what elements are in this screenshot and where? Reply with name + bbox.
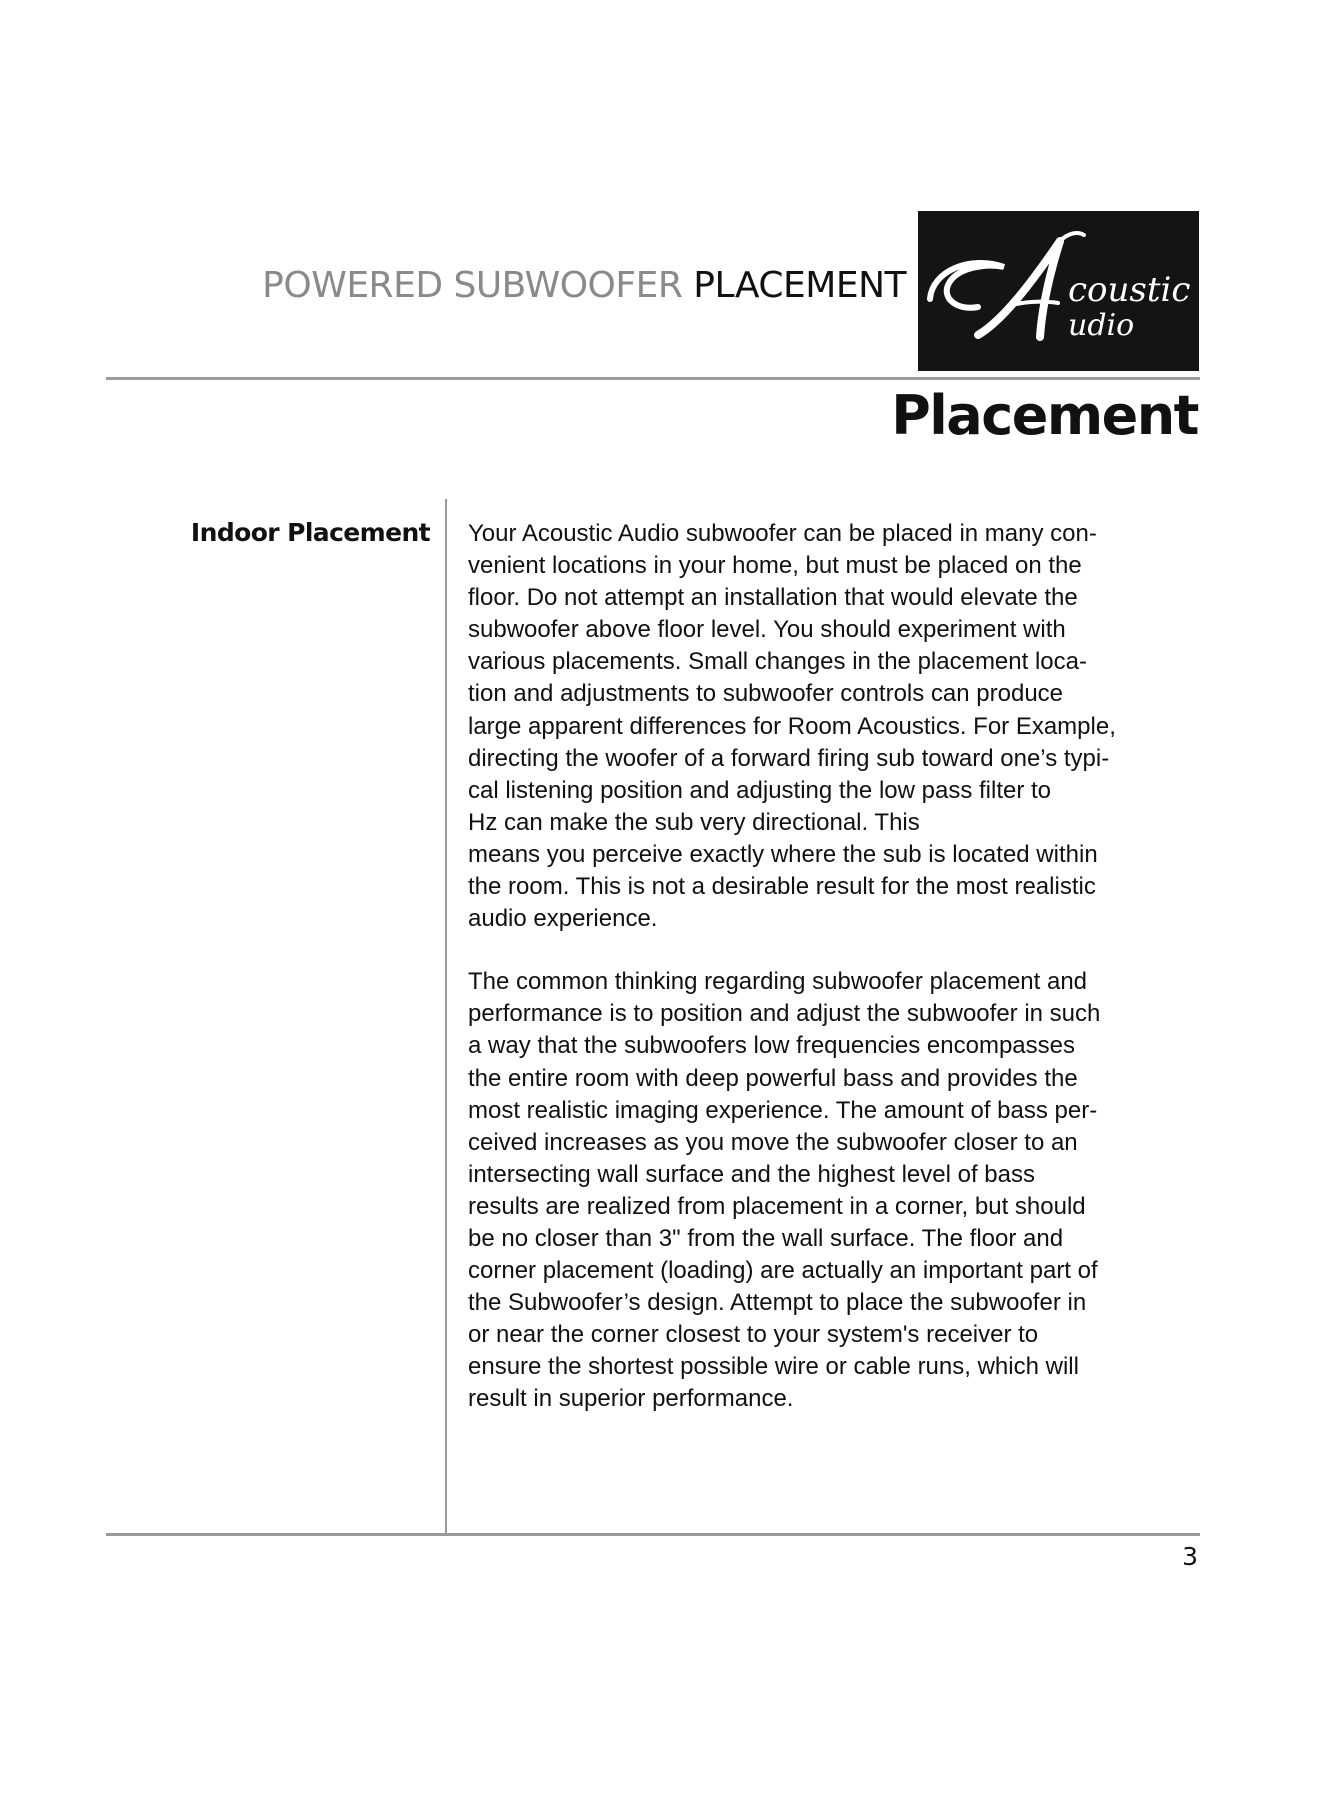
- body-text: [468, 518, 1208, 1416]
- header-title-light: POWERED SUBWOOFER: [262, 265, 683, 306]
- header-divider: [106, 377, 1200, 380]
- paragraph: The common thinking regarding subwoofer placement and performance is to position and adjust the subwoofer in such a way that the subwoofers low frequencies encompasses the entire room with deep powerful bass and provides the most realistic imaging experience. The amount of bass per- ceived increases as you move the subwoofer closer to an intersecting wall surface and the highest level of bass results are realized from placement in a corner, but should be no closer than 3" from the wall surface. The floor and corner placement (loading) are actually an important part of the Subwoofer’s design. Attempt to place the subwoofer in or near the corner closest to your system's receiver to ensure the shortest possible wire or cable runs, which will result in superior performance.: [468, 968, 1101, 1413]
- header-title-bold: PLACEMENT: [693, 265, 906, 306]
- logo-text-line1: coustic: [1068, 270, 1191, 310]
- side-label: Indoor Placement: [190, 518, 430, 547]
- column-divider: [445, 499, 447, 1535]
- logo-mark: [918, 211, 1199, 371]
- logo-text-line2: udio: [1068, 308, 1135, 343]
- footer-divider: [106, 1533, 1200, 1536]
- header-title: [262, 265, 906, 306]
- page-number: 3: [1182, 1542, 1198, 1571]
- acoustic-audio-logo: [918, 211, 1199, 371]
- paragraph: Your Acoustic Audio subwoofer can be placed in many con- venient locations in your home, but must be placed on the floor. Do not attempt an installation that would elevate the subwoofer above floor level. You should experiment with various placements. Small changes in the placement loca- tion and adjustments to subwoofer controls can produce large apparent differences for Room Acoustics. For Example, directing the woofer of a forward firing sub toward one’s typi- cal listening position and adjusting the low pass filter to Hz can make the sub very directional. This means you perceive exactly where the sub is located within the room. This is not a desirable result for the most realistic audio experience.: [468, 520, 1116, 933]
- section-heading: Placement: [891, 384, 1198, 447]
